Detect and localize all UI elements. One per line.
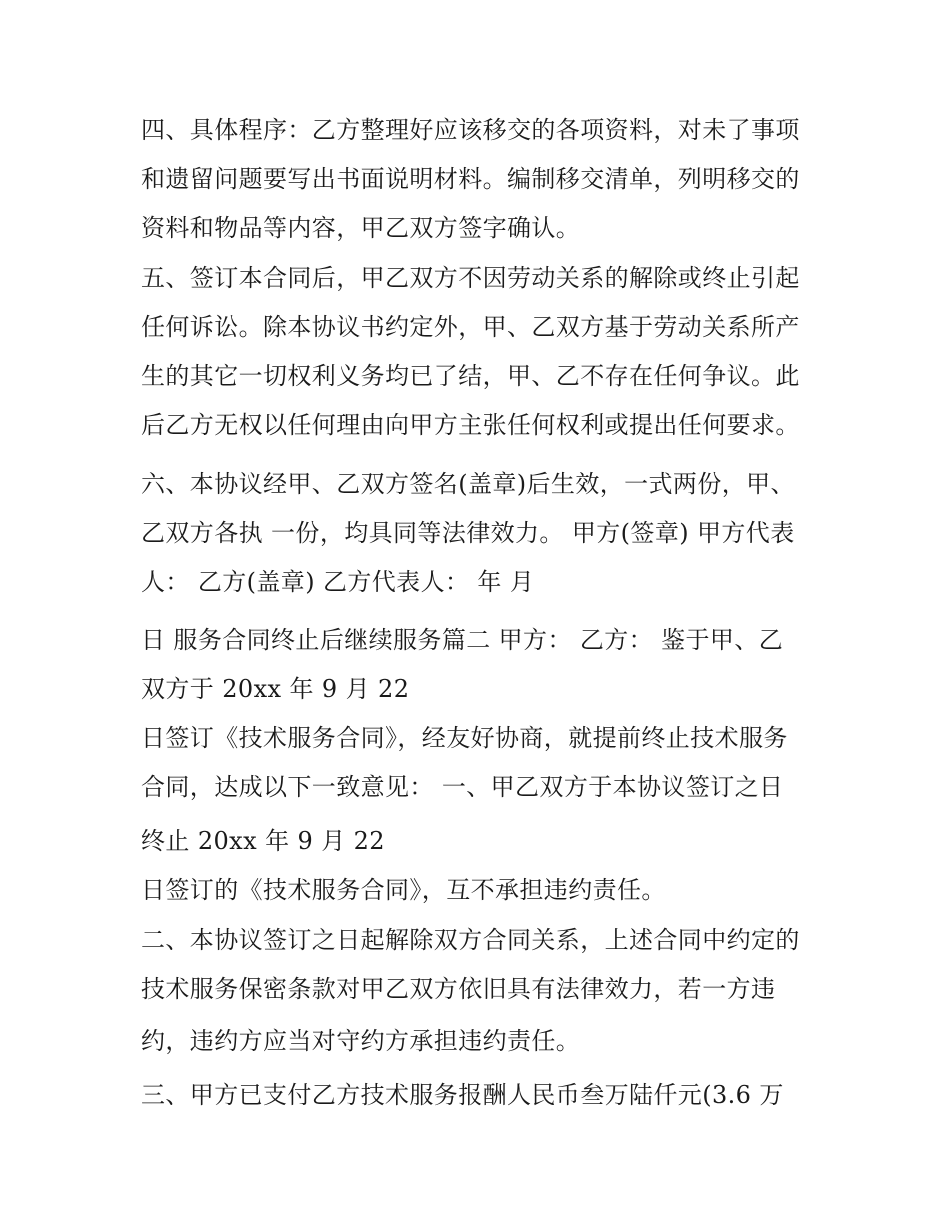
text-line: 五、签订本合同后，甲乙双方不因劳动关系的解除或终止引起 bbox=[141, 264, 800, 292]
text-line: 三、甲方已支付乙方技术服务报酬人民币叁万陆仟元(3.6 万 bbox=[141, 1081, 784, 1109]
text-line: 乙双方各执 一份，均具同等法律效力。 甲方(签章) 甲方代表 bbox=[141, 519, 795, 547]
text-line: 和遗留问题要写出书面说明材料。编制移交清单，列明移交的 bbox=[141, 165, 800, 193]
text-line: 约，违约方应当对守约方承担违约责任。 bbox=[141, 1027, 581, 1055]
text-line: 技术服务保密条款对甲乙双方依旧具有法律效力，若一方违 bbox=[141, 975, 776, 1003]
text-line: 四、具体程序：乙方整理好应该移交的各项资料，对未了事项 bbox=[141, 116, 800, 144]
text-line: 人： 乙方(盖章) 乙方代表人： 年 月 bbox=[141, 568, 535, 596]
text-line: 六、本协议经甲、乙双方签名(盖章)后生效，一式两份，甲、 bbox=[141, 470, 795, 498]
text-line: 日签订的《技术服务合同》，互不承担违约责任。 bbox=[141, 876, 666, 904]
text-line: 日 服务合同终止后继续服务篇二 甲方： 乙方： 鉴于甲、乙 bbox=[141, 626, 784, 654]
text-line: 二、本协议签订之日起解除双方合同关系，上述合同中约定的 bbox=[141, 926, 800, 954]
text-line: 后乙方无权以任何理由向甲方主张任何权利或提出任何要求。 bbox=[141, 411, 800, 439]
text-line: 合同，达成以下一致意见： 一、甲乙双方于本协议签订之日 bbox=[141, 773, 784, 801]
text-line: 双方于 20xx 年 9 月 22 bbox=[141, 675, 410, 703]
text-line: 资料和物品等内容，甲乙双方签字确认。 bbox=[141, 214, 581, 242]
text-line: 终止 20xx 年 9 月 22 bbox=[141, 827, 385, 855]
text-line: 日签订《技术服务合同》，经友好协商，就提前终止技术服务 bbox=[141, 724, 788, 752]
text-line: 生的其它一切权利义务均已了结，甲、乙不存在任何争议。此 bbox=[141, 362, 800, 390]
text-line: 任何诉讼。除本协议书约定外，甲、乙双方基于劳动关系所产 bbox=[141, 313, 800, 341]
